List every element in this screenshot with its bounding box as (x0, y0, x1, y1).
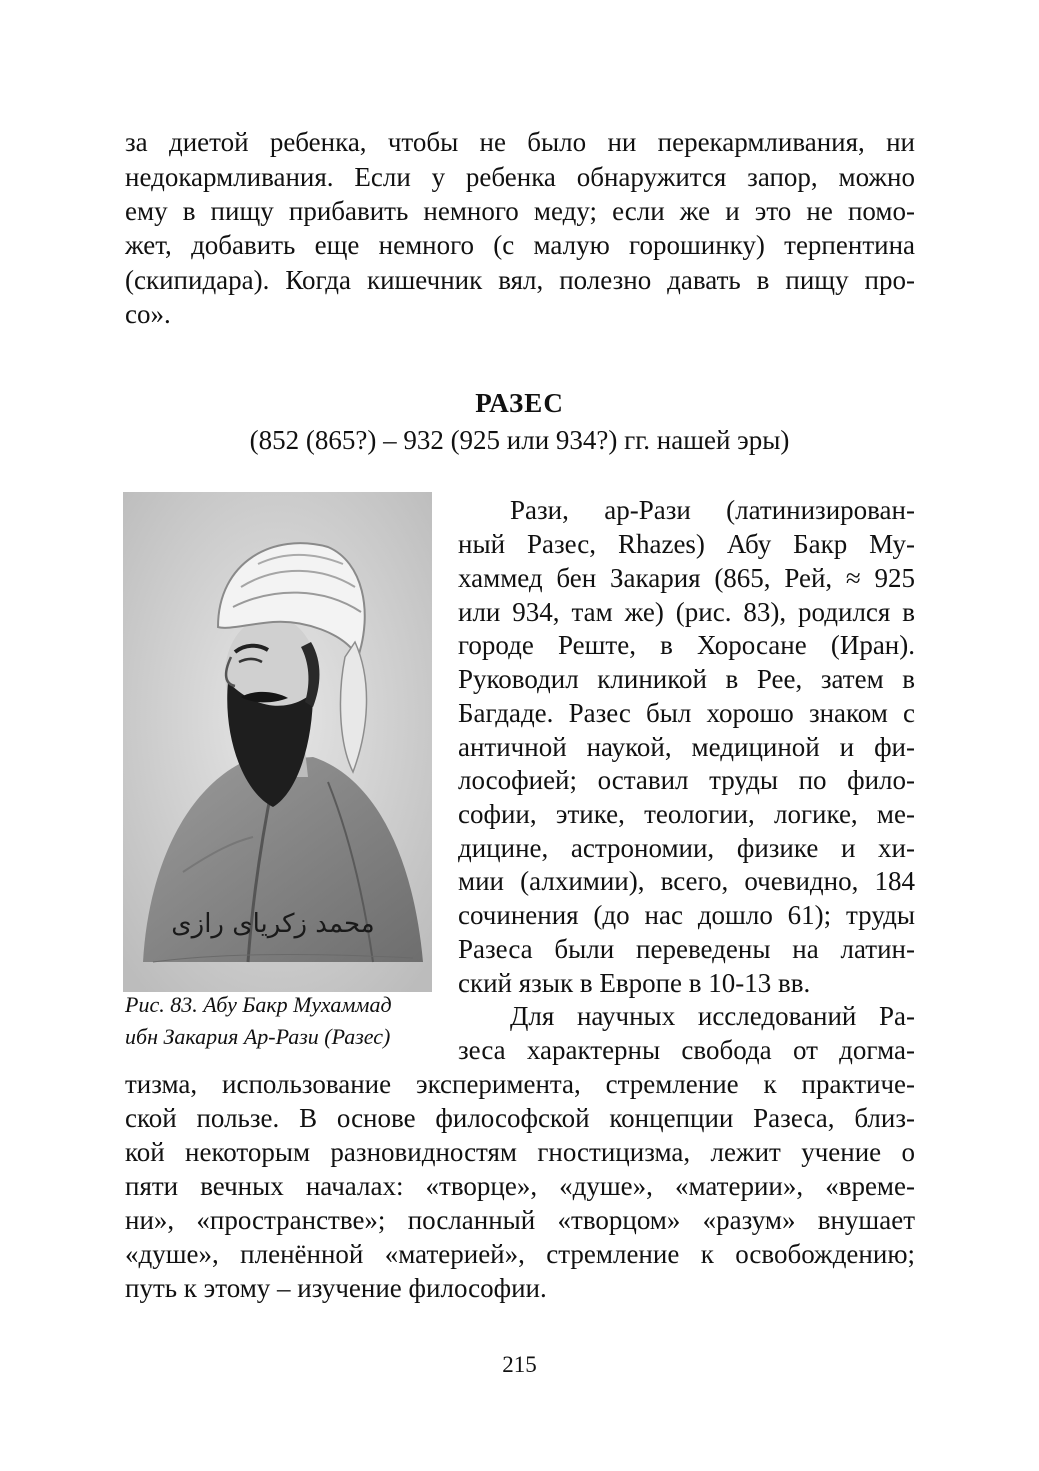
text-line: или 934, там же) (рис. 83), родился в (458, 597, 915, 627)
text-line: тизма, использование эксперимента, стремление к практиче- (125, 1069, 915, 1099)
text-line: мии (алхимии), всего, очевидно, 184 (458, 866, 915, 896)
text-line: ни», «пространстве»; посланный «творцом» «разум» внушает (125, 1205, 915, 1235)
text-line: ему в пищу прибавить немного меду; если же и это не помо- (125, 196, 915, 226)
text-line: античной наукой, медициной и фи- (458, 732, 915, 762)
text-line: лософией; оставил труды по фило- (458, 765, 915, 795)
page-number: 215 (502, 1352, 537, 1377)
text-line: сочинения (до нас дошло 61); труды (458, 900, 915, 930)
figure-caption-line: Рис. 83. Абу Бакр Мухаммад (125, 992, 392, 1017)
text-line: жет, добавить еще немного (с малую горошинку) терпентина (125, 230, 915, 260)
text-line: дицине, астрономии, физике и хи- (458, 833, 915, 863)
text-line: путь к этому – изучение философии. (125, 1273, 547, 1303)
text-line: Багдаде. Разес был хорошо знаком с (458, 698, 915, 728)
text-line: Для научных исследований Ра- (510, 1001, 915, 1031)
portrait-figure (123, 492, 432, 992)
text-line: Руководил клиникой в Рее, затем в (458, 664, 915, 694)
section-dates: (852 (865?) – 932 (925 или 934?) гг. нашей эры) (249, 425, 790, 455)
text-line: хаммед бен Закария (865, Рей, ≈ 925 (458, 563, 915, 593)
text-line: ный Разес, Rhazes) Абу Бакр Му- (458, 529, 915, 559)
text-line: недокармливания. Если у ребенка обнаружится запор, можно (125, 162, 915, 192)
text-line: Рази, ар-Рази (латинизирован- (510, 495, 915, 525)
text-line: ский язык в Европе в 10-13 вв. (458, 968, 811, 998)
portrait-inscription: محمد زکریای رازی (171, 909, 375, 939)
text-line: кой некоторым разновидностям гностицизма, лежит учение о (125, 1137, 915, 1167)
text-line: городе Реште, в Хоросане (Иран). (458, 630, 915, 660)
section-title: РАЗЕС (475, 388, 564, 418)
text-line: пяти вечных началах: «творце», «душе», «материи», «време- (125, 1171, 915, 1201)
portrait-drawing (123, 492, 432, 992)
text-line: (скипидара). Когда кишечник вял, полезно давать в пищу про- (125, 265, 915, 295)
text-line: софии, этике, теологии, логике, ме- (458, 799, 915, 829)
text-line: ской пользе. В основе философской концепции Разеса, близ- (125, 1103, 915, 1133)
text-line: «душе», пленённой «материей», стремление к освобождению; (125, 1239, 915, 1269)
figure-caption-line: ибн Закария Ар-Рази (Разес) (125, 1024, 391, 1049)
text-line: зеса характерны свобода от догма- (458, 1035, 915, 1065)
text-line: за диетой ребенка, чтобы не было ни перекармливания, ни (125, 127, 915, 157)
text-line: Разеса были переведены на латин- (458, 934, 915, 964)
text-line: со». (125, 299, 171, 329)
